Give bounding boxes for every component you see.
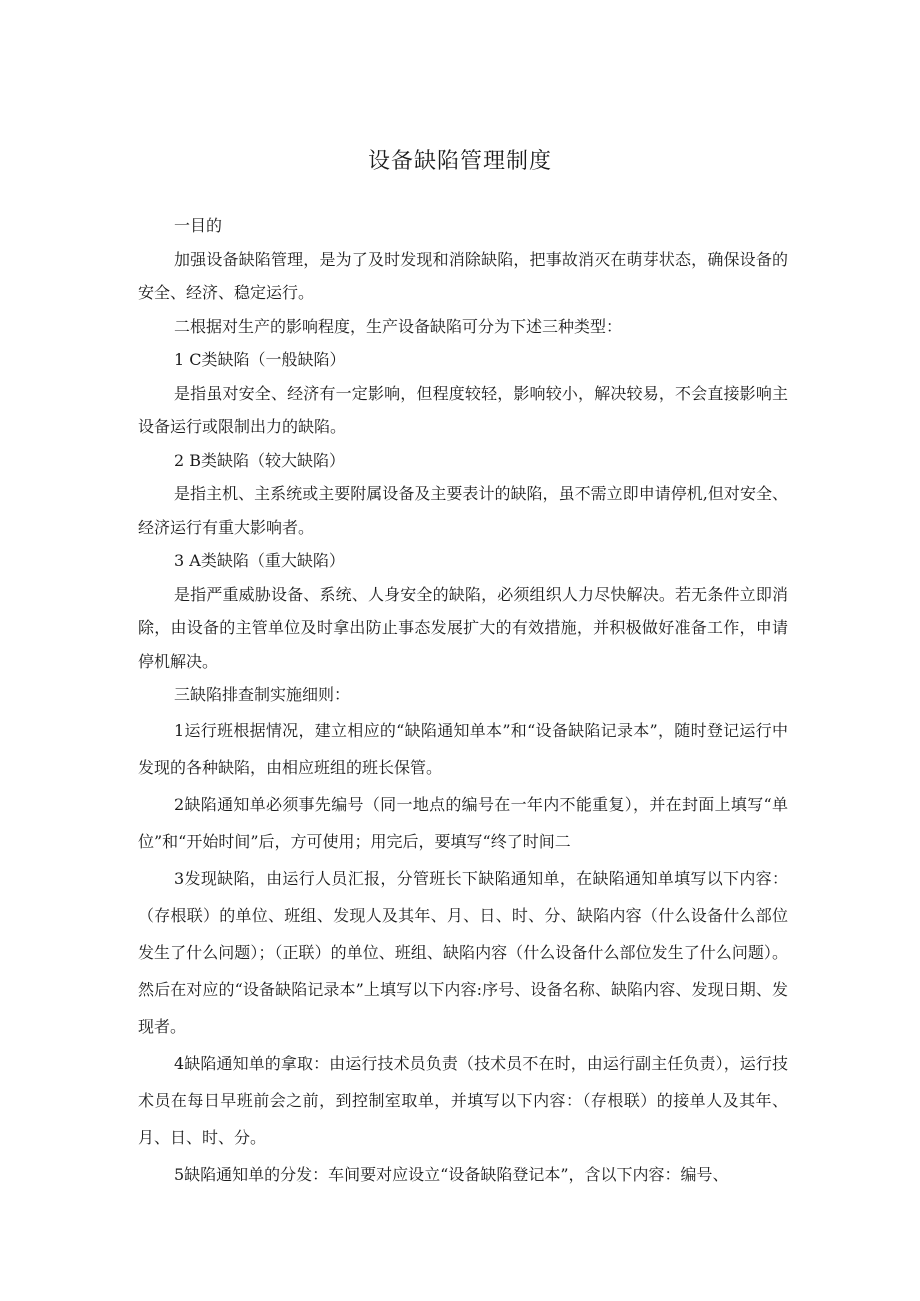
subheading-b-class: 2 B类缺陷（较大缺陷）: [174, 450, 346, 470]
paragraph: 是指严重威胁设备、系统、人身安全的缺陷，必须组织人力尽快解决。若无条件立即消除，由设备的主管单位及时拿出防止事态发展扩大的有效措施，并积极做好准备工作，申请停机解决。: [138, 584, 788, 671]
paragraph: 加强设备缺陷管理，是为了及时发现和消除缺陷，把事故消灭在萌芽状态，确保设备的安全、经济、稳定运行。: [138, 249, 788, 302]
section-heading-rules: 三缺陷排查制实施细则：: [174, 685, 351, 704]
document-title: 设备缺陷管理制度: [367, 149, 552, 174]
paragraph: 是指虽对安全、经济有一定影响，但程度较轻，影响较小，解决较易，不会直接影响主设备运行或限制出力的缺陷。: [138, 383, 788, 436]
paragraph: 是指主机、主系统或主要附属设备及主要表计的缺陷，虽不需立即申请停机,但对安全、经济运行有重大影响者。: [138, 484, 788, 537]
rule-item-3: 3发现缺陷，由运行人员汇报，分管班长下缺陷通知单，在缺陷通知单填写以下内容：（存根联）的单位、班组、发现人及其年、月、日、时、分、缺陷内容（什么设备什么部位发生了什么问题）；（正联）的单位、班组、缺陷内容（什么设备什么部位发生了什么问题）。然后在对应的“设备缺陷记录本”上填写以下内容:序号、设备名称、缺陷内容、发现日期、发现者。: [138, 868, 788, 1036]
subheading-c-class: 1 C类缺陷（一般缺陷）: [174, 350, 346, 369]
rule-item-5: 5缺陷通知单的分发：车间要对应设立“设备缺陷登记本”，含以下内容：编号、: [174, 1164, 729, 1184]
section-heading-purpose: 一目的: [174, 216, 223, 235]
rule-item-2: 2缺陷通知单必须事先编号（同一地点的编号在一年内不能重复），并在封面上填写“单位”和“开始时间”后，方可使用；用完后，要填写“终了时间二: [138, 794, 788, 851]
rule-item-4: 4缺陷通知单的拿取：由运行技术员负责（技术员不在时，由运行副主任负责），运行技术员在每日早班前会之前，到控制室取单，并填写以下内容：（存根联）的接单人及其年、月、日、时、分。: [138, 1053, 788, 1147]
section-heading-types: 二根据对生产的影响程度，生产设备缺陷可分为下述三种类型：: [174, 316, 623, 336]
subheading-a-class: 3 A类缺陷（重大缺陷）: [174, 551, 345, 570]
document-body: [138, 209, 788, 1193]
rule-item-1: 1运行班根据情况，建立相应的“缺陷通知单本”和“设备缺陷记录本”，随时登记运行中发现的各种缺陷，由相应班组的班长保管。: [138, 720, 788, 777]
